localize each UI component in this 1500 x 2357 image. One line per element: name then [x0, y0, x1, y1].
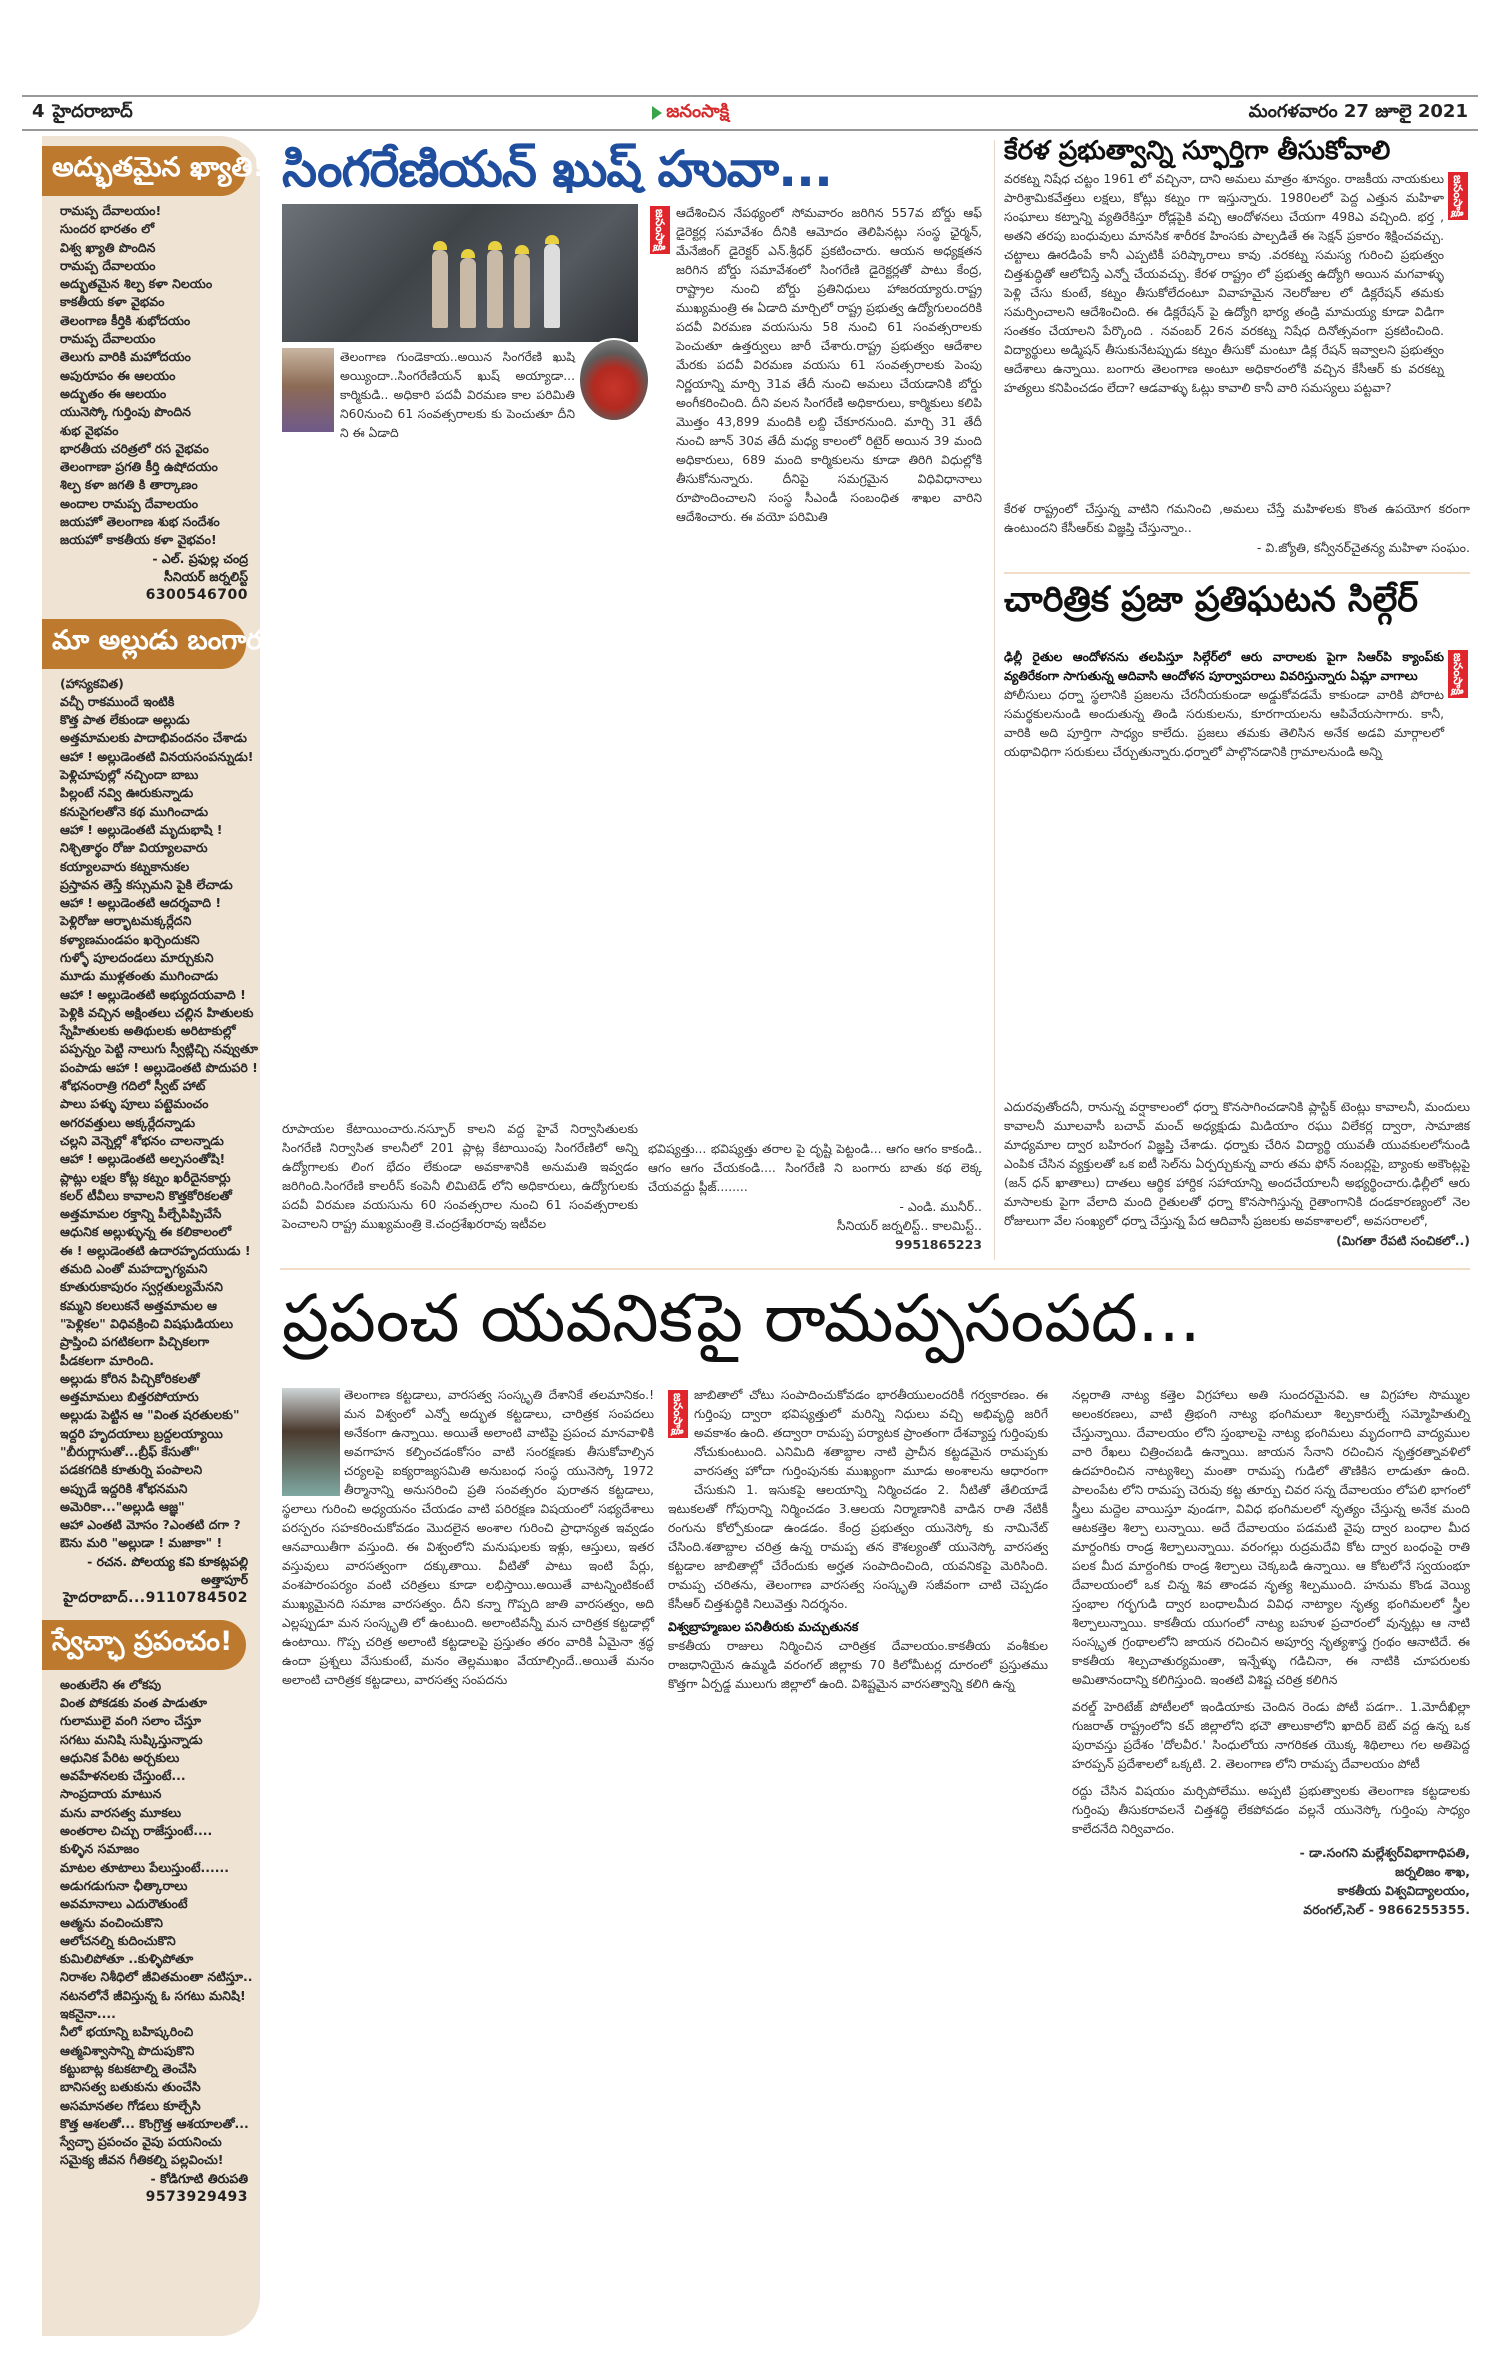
poem-line: అసమానతల గోడలు కూల్చేసి [60, 2097, 201, 2113]
author-phone: 6300546700 [145, 587, 248, 604]
poem-line: బానిసత్వ బతుకును తుంచేసి [60, 2079, 201, 2095]
poem-line: రామప్ప దేవాలయం [60, 257, 156, 273]
article-paragraph: తెలంగాణ కట్టడాలు, వారసత్వ సంస్కృతి దేశానికే తలమానికం.!మన విశ్వంలో ఎన్నో అద్భుత కట్టడాలు, చారిత్రక సంపదలు అనేకంగా ఉన్నాయి. అయితే అలాంటి వాటిపై ప్రపంచ మానవాళికి అవగాహన కల్పించడంకోసం వాటి సంరక్షణకు తీసుకోవాల్సిన చర్యలపై ఐక్యరాజ్యసమితి అనుబంధ సంస్థ యునెస్కో 1972 తీర్మానాన్ని అనుసరించి ప్రతి సంవత్సరం పురాతన కట్టడాలు, స్థలాలు గురించి అధ్యయనం చేయడం వాటి పరిరక్షణ విషయంలో సభ్యదేశాలు పరస్పరం సహకరించుకోవడం మొదలైన అంశాల గురించి ప్రాధాన్యత ఇవ్వడం ఆనవాయితీగా వస్తుంది. ఈ విశ్వంలోని మనుషులకు ఇళ్లు, ఆస్తులు, ఇతర వస్తువులు వారసత్వంగా దక్కుతాయి. వీటితో పాటు ఇంటి పేర్లు, వంశపారంపర్యం వంటి చరిత్రలు కూడా లభిస్తాయి.అయితే వాటన్నింటికంటే ముఖ్యమైనది సమాజ వారసత్వం. దీని కన్నా గొప్పది జాతి వారసత్వం, అది ఎల్లప్పుడూ మన సంస్కృతి లో ఉంటుంది. అలాంటివన్నీ మన చారిత్రక కట్టడాల్లో ఉంటాయి. గొప్ప చరిత్ర అలాంటి కట్టడాలపై ప్రస్తుతం తరం వారికి ఏమైనా శ్రద్ధ ఉందా ప్రశ్నలు వేసుకుంటే, మనం తెల్లముఖం వేయాల్సిందే..అయితే మనం అలాంటి చారిత్రక కట్టడాలు, వారసత్వ సంపదను [282, 1388, 654, 1687]
poem-line: స్వేచ్ఛా ప్రపంచం వైపు పయనించు [60, 2134, 222, 2150]
poem-line: ఆహా ఎంతటి మోసం ?ఎంతటి దగా ? [60, 1517, 241, 1533]
ramappa-column-1 [282, 1386, 654, 1690]
poem-line: వచ్చీ రాకముందే ఇంటికి [60, 693, 175, 709]
ramappa-column-2 [668, 1386, 1048, 1694]
poem-line: పడకగదికి కూతుర్ని పంపాలని [60, 1462, 203, 1478]
singareni-left-column-end [282, 1120, 638, 1234]
poem [42, 619, 276, 1608]
poem-line: శుభ వైభవం [60, 422, 119, 438]
author-line: సీనియర్ జర్నలిస్ట్ [164, 568, 248, 584]
poem-line: జయహో కాకతీయ కళా వైభవం! [60, 532, 217, 548]
poem-line: రామప్ప దేవాలయం! [60, 203, 162, 218]
poem-line: ఆత్మను వంచించుకొని [60, 1914, 163, 1930]
poem-line: అంతులేని ఈ లోకపు [60, 1676, 162, 1692]
poem-author [42, 550, 260, 605]
poem-line: అత్తమామలకు పాదాభివందనం చేశాడు [60, 730, 248, 746]
article-paragraph: రూపాయల కేటాయించారు.నస్పూర్ కాలని వద్ద హైవే నిర్వాసితులకు సింగరేణి నిర్వాసిత కాలనీలో 201 ప్లాట్ల కేటాయింపు సింగరేణిలో అన్ని ఉద్యోగాలకు లింగ భేదం లేకుండా అవకాశానికి అనుమతి ఇవ్వడం జరిగింది.సింగరేణి కాలరీస్ కంపెనీ లిమిటెడ్ లోని అధికారులు, ఉద్యోగులకు పదవీ విరమణ వయసును 60 సంవత్సరాల నుంచి 61 సంవత్సరాలకు పెంచాలని రాష్ట్ర ముఖ్యమంత్రి కె.చంద్రశేఖరరావు ఇటీవల [282, 1122, 638, 1231]
coal-mine-photo [282, 204, 638, 342]
byline-phone: 9951865223 [895, 1237, 982, 1252]
singareni-conclusion [648, 1140, 982, 1254]
author-phone: 9573929493 [145, 2188, 248, 2205]
poem-line: అత్తమామల రక్తాన్ని పీల్చేపిప్పిచేసే [60, 1206, 222, 1222]
poem-line: స్నేహితులకు అతిథులకు అరిటాకుల్లో [60, 1023, 236, 1039]
janamsakshi-badge: జనంసాక్షి [668, 1390, 688, 1438]
article-paragraph: తెలంగాణ గుండెకాయ..అయిన సింగరేణి ఖుషి అయ్యిందా..సింగరేణియన్ ఖుష్ అయ్యాడా... కార్మికుడి.. అధికారి పదవీ విరమణ కాల పరిమితి ని60నుంచి 61 సంవత్సరాలకు కు పెంచుతూ దీని ని ఈ ఏడాది [340, 350, 575, 440]
mining-helmet-image [578, 338, 650, 422]
poem-line: కళ్యాణమండపం ఖర్చెందుకని [60, 931, 200, 947]
poem-line: వింత పోకడకు వంత పాడుతూ [60, 1694, 207, 1710]
poem-line: గులాములై వంగి సలాం చేస్తూ [60, 1713, 201, 1729]
poem-title: మా అల్లుడు బంగారం [42, 619, 246, 669]
poem-line: పాలు పళ్ళు పూలు పట్టెమంచం [60, 1096, 209, 1112]
poem-line: మూడు ముళ్లతంతు ముగించాడు [60, 968, 219, 984]
kerala-headline: కేరళ ప్రభుత్వాన్ని స్ఫూర్తిగా తీసుకోవాలి [1004, 136, 1391, 166]
poem-line: కట్టుబాట్ల కటకటాల్ని తెంచేసి [60, 2060, 197, 2076]
poem-line: పప్పన్నం పెట్టి నాలుగు స్వీట్లిచ్చి నవ్వుతూ [60, 1041, 258, 1057]
poetry-sidebar [42, 136, 276, 2336]
byline-role: సీనియర్ జర్నలిస్ట్.. కాలమిస్ట్.. [836, 1218, 982, 1233]
ramappa-byline [1072, 1843, 1470, 1919]
janamsakshi-badge: జనంసాక్షి [1448, 650, 1468, 698]
ramappa-column-3 [1072, 1386, 1470, 1919]
poem-line: ఆత్మవిశ్వాసాన్ని పొదుపుకొని [60, 2042, 195, 2058]
poem-author [42, 2170, 260, 2207]
poem-line: ఆలోచనల్ని కుదించుకొని [60, 1932, 176, 1948]
poem-line: అద్భుతమైన శిల్ప కళా నిలయం [60, 276, 213, 292]
poem-line: తెలంగాణ కీర్తికి శుభోదయం [60, 312, 191, 328]
poem-line: కూతురుకాపురం స్వర్గతుల్యమేనని [60, 1279, 223, 1295]
poem-line: సగటు మనిషి సుష్కిస్తున్నాడు [60, 1731, 203, 1747]
poem-line: అపురూపం ఈ ఆలయం [60, 367, 176, 383]
poem-line: సమైక్య జీవన గీతికల్ని పల్లవించు! [60, 2152, 224, 2168]
article-paragraph: వరకట్న నిషేధ చట్టం 1961 లో వచ్చినా, దాని అమలు మాత్రం శూన్యం. రాజకీయ నాయకులు పారిశ్రామికవేత్తలు లక్షలు, కోట్లు కట్నం గా ఇస్తున్నారు. 1980లలో పెద్ద ఎత్తున మహిళా సంఘాలు కట్నాన్ని వ్యతిరేకిస్తూ రోడ్లపైకి వచ్చి ఆందోళనలు చేయగా 498ఎ వచ్చింది. భర్త , అతని తరపు బంధువులు మానసిక శారీరక హింసకు పాల్పడితే ఈ సెక్షన్ ప్రకారం శిక్షించవచ్చు. చట్టాలు ఊరడింపే కానీ ఎప్పటికీ పరిష్కారాలు కావు .వరకట్న సమస్య గురించి ప్రభుత్వం చిత్తశుద్ధితో ఆలోచిస్తే ఎన్నో చేయవచ్చు. కేరళ రాష్ట్రం లో ప్రభుత్వ ఉద్యోగి అయిన మగవాళ్ళు పెళ్లి చేసు కుంటే, కట్నం తీసుకోలేదంటూ వివాహమైన నెలరోజుల లో డిక్లరేషన్ తమకు సమర్పించాలని ఆదేశించింది. ఈ డిక్లరేషన్ పై ఉద్యోగి భార్య తండ్రి మామయ్య కూడా విడిగా సంతకం చేయాలని పేర్కొంది . నవంబర్ 26న వరకట్న నిషేధ దినోత్సవంగా ప్రకటించింది. విద్యార్థులు అడ్మిషన్ తీసుకునేటప్పుడు కట్నం తీసుకో మంటూ డిక్ల రేషన్ ఇవ్వాలని ప్రభుత్వం ఆదేశాలు ఉన్నాయి. బంగారు తెలంగాణ అంటూ అధికారంలోకి వచ్చిన కేసీఆర్ కు వరకట్న హత్యలు కనిపించడం లేదా? ఆడవాళ్ళు ఓట్లు కావాలి కానీ వారి సమస్యలు పట్టవా? [1004, 172, 1444, 395]
poem-line: పీడకలగా మారింది. [60, 1352, 154, 1368]
janamsakshi-badge: జనంసాక్షి [650, 206, 670, 254]
poem-line: "పెళ్లికల" విధివక్రించి విషఘడియలు [60, 1315, 234, 1331]
poem-line: అల్లుడు కోరిన పిచ్చికోరికలతో [60, 1370, 200, 1386]
poem-line: ఆధునిక అల్లుళ్ళున్న ఈ కలికాలంలో [60, 1224, 232, 1240]
kerala-byline: - వి.జ్యోతి, కన్వీనర్‌చైతన్య మహిళా సంఘం. [1256, 540, 1470, 555]
poem-line: అద్భుతం ఈ ఆలయం [60, 385, 167, 401]
poem-title: అద్భుతమైన ఖ్యాతి! [42, 146, 246, 196]
poem-line: కనుసైగలతోనె కథ ముగించాడు [60, 803, 209, 819]
section-divider [1004, 572, 1470, 574]
author-phone: హైదరాబాద్...9110784502 [63, 1590, 248, 1607]
poem-line: పెళ్లిచూపుల్లో నచ్చిందా బాబు [60, 767, 199, 783]
poem-line: సుందర భారతం లో [60, 221, 155, 237]
poem-line: అగరవత్తులు అక్కర్లేదన్నాడు [60, 1114, 196, 1130]
newspaper-logo [652, 101, 729, 126]
article-paragraph: వరల్డ్ హెరిటేజ్ పోటీలలో ఇండియాకు చెందిన రెండు పోటీ పడగా.. 1.మోదీఖిల్లా గుజరాత్ రాష్ట్రంలోని కచ్ జిల్లాలోని భచౌ తాలుకాలోని ఖాదిర్ బెట్ వద్ద ఉన్న ఒక పురావస్తు ప్రదేశం 'దోలవీర.' సింధులోయ నాగరికత యొక్క శిథిలాలు గల అతిపెద్ద హరప్పన్ ప్రదేశాలలో ఒక్కటి. 2. తెలంగాణ లోని రామప్ప దేవాలయం పోటీ [1072, 1700, 1470, 1771]
author-line: - కోడిగూటి తిరుపతి [150, 2170, 248, 2186]
poem-line: ఈ ! అల్లుడెంతటి ఉదారహృదయుడు ! [60, 1242, 251, 1258]
singareni-intro [340, 348, 575, 443]
poem-line: ప్రాప్తించి పగటికలగా పిచ్చికలగా [60, 1334, 210, 1350]
poem-line: పెళ్లికి వచ్చిన అక్షింతలు చల్లిన హితులకు [60, 1004, 254, 1020]
poem-line: విశ్వ ఖ్యాతి పొందిన [60, 239, 156, 255]
poem-line: కలర్ టీవీలు కావాలని కొత్తకోరికలతో [60, 1187, 232, 1203]
edition-name: హైదరాబాద్ [52, 100, 133, 122]
byline-name: - ఎండి. మునీర్.. [899, 1199, 982, 1214]
poem-line: అందాల రామప్ప దేవాలయం [60, 495, 199, 511]
section-divider [280, 1268, 1470, 1270]
article-paragraph: రద్దు చేసిన విషయం మర్చిపోలేము. అప్పటి ప్రభుత్వాలకు తెలంగాణ కట్టడాలకు గుర్తింపు తీసుకరావలనే చిత్తశద్ధి లేకపోవడం వల్లనే యునెస్కో గుర్తింపు సాధ్యం కాలేదనేది నిర్వివాదం. [1072, 1784, 1470, 1836]
poem-line: ఔను మరి "అల్లుడా ! మజాకా" ! [60, 1535, 223, 1551]
poem-line: నిశ్చితార్థం రోజు వియ్యాలవారు [60, 840, 208, 856]
continued-note: (మిగతా రేపటి సంచికలో..) [1336, 1233, 1470, 1248]
poem-line: ఆహా ! అల్లుడెంతటి మృదుభాషి ! [60, 821, 223, 837]
byline-line: - డా.సంగని మల్లేశ్వర్‌విభాగాధిపతి, [1299, 1845, 1470, 1860]
poem-line: ప్రస్తావన తెస్తే కస్సుమని పైకి లేచాడు [60, 876, 233, 892]
poem-line: ఇద్దరి హృదయాలు బ్రద్దలయ్యాయి [60, 1425, 223, 1441]
issue-date: మంగళవారం 27 జూలై 2021 [1248, 100, 1468, 122]
poem-line: "బీరుగ్లాసుతో...బ్రీఫ్ కేసుతో" [60, 1444, 200, 1459]
poem-line: అమెరికా..."అల్లుడి ఆజ్ఞ" [60, 1498, 185, 1514]
article-paragraph: ఆదేశించిన నేపథ్యంలో సోమవారం జరిగిన 557వ బోర్డు ఆఫ్ డైరెక్టర్ల సమావేశం దీనికి ఆమోదం తెలిపినట్లు సంస్థ ఛైర్మన్, మేనేజింగ్ డైరెక్టర్ ఎన్.శ్రీధర్ ప్రకటించారు. ఆయన అధ్యక్షతన జరిగిన బోర్డు సమావేశంలో సింగరేణి డైరెక్టర్లతో పాటు కేంద్ర, రాష్ట్రాల నుంచి బోర్డు ప్రతినిధులు హాజరయ్యారు.రాష్ట్ర ముఖ్యమంత్రి ఈ ఏడాది మార్చిలో రాష్ట్ర ప్రభుత్వ ఉద్యోగులందరికి పదవీ విరమణ వయసును 58 నుంచి 61 సంవత్సరాలకు పెంచుతూ ఉత్తర్వులు జారీ చేశారు.రాష్ట్ర ప్రభుత్వం ఆదేశాల మేరకు పదవీ విరమణ వయసు 61 సంవత్సరాలకు పెంపు నిర్ణయాన్ని మార్చి 31వ తేదీ నుంచి అమలు చేయడానికి బోర్డు అంగీకరించింది. దీని వలన సింగరేణి అధికారులు, కార్మికులు కలిపి మొత్తం 43,899 మందికి లబ్ది చేకూరనుంది. మార్చి 31 తేదీ నుంచి జూన్ 30వ తేదీ మధ్య కాలంలో రిటైర్ అయిన 39 మంది అధికారులు, 689 మంది కార్మికులను కూడా తిరిగి విధుల్లోకి తీసుకోనున్నారు. దీనిపై సమగ్రమైన విధివిధానాలు రూపొందించాలని సంస్థ సీఎండీ సంబంధిత శాఖల వారిని ఆదేశించారు. ఈ వయో పరిమితి [676, 206, 982, 524]
article-paragraph: నల్లరాతి నాట్య కత్తెల విగ్రహాలు అతి సుందరమైనవి. ఆ విగ్రహాల సొమ్ముల అలంకరణలు, వాటి త్రిభంగి నాట్య భంగిమలూ శిల్పకారుల్నే సమ్మోహితుల్ని చేస్తున్నాయి. దేవాలయం లోని స్తంభాలపై నాట్య భంగిమలు మృదంగాది వాద్యముల వారి రేఖలు చిత్రించబడి ఉన్నాయి. జాయన సేనాని రచించిన నృత్తరత్నావళిలో ఉదహరించిన నాట్యశిల్ప మంతా రామప్ప గుడిలో తొణికిస లాడుతూ ఉంది. పాలంపేట లోని రామప్ప చెరువు కట్ట తూర్పు చివర సన్న దేవాలయం లోపలి భాగంలో స్త్రీలు మద్దెల వాయిస్తూ వుండగా, వివిధ భంగిమలలో నృత్యం చేస్తున్న అనేక మంది ఆటకత్తెల శిల్పా లున్నాయి. అదే దేవాలయం పడమటి వైపు ద్వార బంధాల మీద మార్దంగికు రాండ్ర శిల్పాలున్నాయి. వరంగల్లు రుద్రమదేవి కోట ద్వార బంధంపై రాతి పలక మీద మార్దంగికు రాండ్ర శిల్పాలు చెక్కబడి ఉన్నాయి. ఆ కోటలోనే స్వయంభూ దేవాలయంలో ఒక చిన్న శివ తాండవ నృత్య శిల్పముంది. హనుమ కొండ వెయ్యి స్తంభాల గర్భగుడి ద్వార బంధాలమీద వివిధ నాట్యాల నృత్య భంగిమలలో స్త్రీల శిల్పాలున్నాయి. కాకతీయ యుగంలో నాట్య బహుళ ప్రచారంలో వున్నట్లు ఆ నాటి సంస్కృత గ్రంథాలలోని జాయన రచించిన అపూర్వ నృత్యశాస్త్ర గ్రంథం ఆనాటిదే. ఈ కాకతీయ శిల్పచాతుర్యమంతా, ఇన్నేళ్ళు గడిచినా, ఈ నాటికి చూపరులకు అమితానందాన్ని కలిగిస్తుంది. ఇంతటి విశిష్ట చరిత్ర కలిగిన [1072, 1388, 1470, 1687]
poem-line: ఇకనైనా.... [60, 2006, 116, 2022]
poem-line: ఆహా ! అల్లుడెంతటి ఆదర్శవాది ! [60, 895, 222, 911]
author-line: - రచన. పోలయ్య కవి కూకట్లపల్లి [87, 1553, 248, 1569]
poem-line: అవమానాలు ఎదురౌతుంటే [60, 1896, 188, 1912]
janamsakshi-badge: జనంసాక్షి [1448, 172, 1468, 220]
poem-line: కొత్త పాత లేకుండా అల్లుడు [60, 712, 190, 728]
poem-line: నటనలోనే జీవిస్తున్న ఓ సగటు మనిషి! [60, 1987, 246, 2003]
byline-line: వరంగల్,సెల్ - 9866255355. [1303, 1902, 1470, 1917]
poem-line: అత్తమామలు బిత్తరపోయారు [60, 1389, 199, 1405]
poem-line: శిల్ప కళా జగతి కి తార్కాణం [60, 477, 198, 493]
poem-line: అవహేళనలకు చేస్తుంటే... [60, 1768, 186, 1784]
poem-line: తెలంగాణా ప్రగతి కీర్తి ఉషోదయం [60, 459, 218, 475]
poem-line: తమది ఎంతో మహద్భాగ్యమని [60, 1261, 208, 1277]
article-paragraph: భవిష్యత్తు... భవిష్యత్తు తరాల పై దృష్టి పెట్టండి... ఆగం ఆగం కాకండి.. ఆగం ఆగం చేయకండి.... సింగరేణి ని బంగారు బాతు కథ లెక్క చేయవద్దు ప్లీజ్........ [648, 1142, 982, 1194]
poem-line: కాకతీయ కళా వైభవం [60, 294, 165, 310]
author-line: అత్తాపూర్ [200, 1572, 248, 1588]
logo-play-icon [652, 106, 662, 120]
author-portrait-muneer [282, 348, 334, 432]
byline-line: కాకతీయ విశ్వవిద్యాలయం, [1337, 1883, 1470, 1898]
article-paragraph: కాకతీయ రాజులు నిర్మించిన చారిత్రక దేవాలయం.కాకతీయ వంశీకుల రాజధానియైన ఉమ్మడి వరంగల్ జిల్లాకు 70 కిలోమీటర్ల దూరంలో ప్రస్తుతము కొత్తగా ఏర్పడ్డ ములుగు జిల్లాలో ఉంది. విశిష్టమైన వారసత్వాన్ని కలిగి ఉన్న [668, 1639, 1048, 1691]
poem-lines [42, 202, 260, 550]
kerala-article-end [1004, 500, 1470, 557]
byline-line: జర్నలిజం శాఖ, [1395, 1864, 1470, 1879]
poem-line: కొత్త ఆశలతో... కొంగ్రొత్త ఆశయాలతో... [60, 2115, 249, 2131]
article-paragraph: ఎదురవుతోందనీ, రానున్న వర్షాకాలంలో ధర్నా కొనసాగించడానికి ప్లాస్టిక్ టెంట్లు కావాలనీ, మందులు కావాలనీ మూలవాసీ బచావ్ మంచ్ అధ్యక్షుడు మిడియాం రఘు విలేకర్ల ద్వారా, సామాజిక మాధ్యమాల ద్వార బహిరంగ విజ్ఞప్తి చేశాడు. ధర్నాకు చేరిన విద్యార్థి యువతీ యువకులలోనుండి ఎంపిక చేసిన వ్యక్తులతో ఒక ఐటీ సెల్‌ను ఏర్పర్చుకున్న వారు తమ ఫోన్ నంబర్లపై, బ్యాంకు అకౌంట్లపై (జన్ ధన్ ఖాతాలు) దాతలు ఆర్థిక హార్దిక సహాయాన్ని అందచేయాలనీ అభ్యర్థించారు.ఢిల్లీలో ఆరు మాసాలకు పైగా వేలాది మంది రైతులతో ధర్నా కొనసాగిస్తున్న రైతాంగానికి దండకారణ్యంలో నెల రోజులుగా వేల సంఖ్యలో ధర్నా చేస్తున్న పేద ఆదివాసీ ప్రజలకు అవకాశాలలో, అవసరాలలో, [1004, 1100, 1470, 1228]
article-lead: ఢిల్లీ రైతుల ఆందోళనను తలపిస్తూ సిల్గేర్‌లో ఆరు వారాలకు పైగా సిఆర్‌పి క్యాంప్‌కు వ్యతిరేకంగా సాగుతున్న ఆదివాసి ఆందోళన పూర్వాపరాలు వివరిస్తున్నారు ఏమ్లా వాగాలు [1004, 650, 1444, 683]
singareni-headline: సింగరేణియన్ ఖుష్ హువా... [282, 140, 833, 198]
poem-line: మను వారసత్వ మూకలు [60, 1804, 182, 1820]
poem-line: జయహో తెలంగాణ శుభ సందేశం [60, 514, 220, 530]
singareni-byline [648, 1197, 982, 1254]
poem-line: మాటల తూటాలు పేలుస్తుంటే...... [60, 1859, 230, 1875]
poem-line: తెలుగు వారికి మహోదయం [60, 349, 191, 365]
poem-line: యునెస్కో గుర్తింపు పొందిన [60, 404, 191, 420]
poem-line: కుళ్ళిన సమాజం [60, 1841, 140, 1857]
poem-line: (హాస్యకవిత) [60, 675, 124, 691]
logo-text: జనంసాక్షి [666, 100, 730, 122]
poem-line: ఆహా ! అల్లుడెంతటి అల్పసంతోషి! [60, 1151, 226, 1167]
poem-line: అప్పుడే ఇద్దరికి శోభనమని [60, 1480, 188, 1496]
poem-line: భారతీయ చరిత్రలో రస వైభవం [60, 440, 209, 456]
author-line: - ఎల్. ప్రఫుల్ల చంద్ర [152, 550, 248, 566]
poem-line: అడుగడుగునా ఛీత్కారాలు [60, 1877, 188, 1893]
poem-line: ఆధునిక పేరిట అర్చకులు [60, 1749, 180, 1765]
poem-line: శోభనంరాత్రి గదిలో స్వీట్ హాట్ [60, 1078, 206, 1094]
poem-line: గుళ్ళో పూలదండలు మార్చుకుని [60, 949, 214, 965]
silger-article-body [1004, 648, 1444, 762]
kerala-article-body [1004, 170, 1444, 398]
poem-line: అంతరాల చిచ్చు రాజేస్తుంటే.... [60, 1823, 213, 1839]
poem-line: ఆహా ! అల్లుడెంతటి వినయసంపన్నుడు! [60, 748, 254, 764]
article-paragraph: జాబితాలో చోటు సంపాదించుకోవడం భారతీయులందరికీ గర్వకారణం. ఈ గుర్తింపు ద్వారా భవిష్యత్తులో మరిన్ని నిధులు వచ్చి అభివృద్ధి జరిగే అవకాశం ఉంది. తద్వారా రామప్ప పర్యాటక ప్రాంతంగా దేశవ్యాప్త గుర్తింపుకు నోచుకుంటుంది. ఎనిమిది శతాబ్దాల నాటి ప్రాచీన కట్టడమైన రామప్పకు వారసత్వ హోదా గుర్తింపునకు ముఖ్యంగా మూడు అంశాలను ఆధారంగా చేసుకుని 1. ఇసుకపై ఆలయాన్ని నిర్మించడం 2. నీటితో తేలియాడే ఇటుకలతో గోపురాన్ని నిర్మించడం 3.ఆలయ నిర్మాణానికి వాడిన రాతి నేటికీ రంగును కోల్పోకుండా ఉండడం. కేంద్ర ప్రభుత్వం యునెస్కో కు నామినేట్ చేసింది.శతాబ్దాల చరిత్ర ఉన్న రామప్ప తన కౌశల్యంతో యునెస్కో వారసత్వ కట్టడాల జాబితాల్లో చేరేందుకు అర్హత సంపాదించింది, యవనికపై మెరిసింది. రామప్ప చరితను, తెలంగాణ వారసత్వ సంస్కృతి సజీవంగా చాటి చెప్పడం కేసీఆర్ చిత్తశుద్ధికి నిలువెత్తు నిదర్శనం. [668, 1388, 1048, 1611]
poem-line: నీలో భయాన్ని బహిష్కరించి [60, 2024, 194, 2040]
silger-article-end [1004, 1098, 1470, 1250]
article-subheading: విశ్వబ్రాహ్మణుల పనితీరుకు మచ్చుతునక [668, 1620, 859, 1634]
poem-lines [42, 675, 260, 1553]
poem-line: కమ్మని కలలుకనే అత్తమామల ఆ [60, 1297, 218, 1313]
poem-title: స్వేచ్ఛా ప్రపంచం! [42, 1620, 246, 1670]
poem-line: పిల్లంటే నవ్వి ఊరుకున్నాడు [60, 785, 194, 801]
page-header [22, 95, 1478, 131]
poem [42, 146, 265, 605]
column-divider [994, 140, 995, 1260]
silger-headline: చారిత్రిక ప్రజా ప్రతిఘటన సిల్గేర్ [1004, 580, 1419, 620]
singareni-main-column [676, 204, 982, 527]
poem-line: పంపాడు ఆహా ! అల్లుడెంతటి పొదుపరి ! [60, 1059, 258, 1075]
poem-lines [42, 1676, 260, 2170]
poem-line: ప్లాట్లు లక్షల కోట్ల కట్నం ఖరీదైనకార్లు [60, 1169, 231, 1185]
poem-line: సాంప్రదాయ మాటున [60, 1786, 162, 1802]
poem-line: అల్లుడు పెట్టిన ఆ "వింత షరతులకు" [60, 1407, 240, 1423]
poem-author [42, 1553, 260, 1608]
page-number: 4 [32, 100, 45, 122]
poem-line: ఆహా ! అల్లుడెంతటి అభ్యుదయవాది ! [60, 986, 246, 1002]
poem-line: కుమిలిపోతూ ..కుళ్ళిపోతూ [60, 1951, 194, 1967]
poem [42, 1620, 260, 2207]
poem-line: చల్లని వెన్నెల్లో శోభనం చాలన్నాడు [60, 1132, 224, 1148]
poem-line: నిరాశల నిశీధిలో జీవితమంతా నటిస్తూ.. [60, 1969, 253, 1985]
poem-line: రామప్ప దేవాలయం [60, 331, 156, 347]
poem-line: కయ్యాలవారు కట్నకానుకల [60, 858, 190, 874]
article-paragraph: పోలీసులు ధర్నా స్థలానికి ప్రజలను చేరనీయకుండా అడ్డుకోవడమే కాకుండా వారికి పోరాట సమర్థకులనుండి అందుతున్న తిండి సరుకులను, కూరగాయలను ఆపివేయసాగారు. కానీ, వారికి అది పూర్తిగా సాధ్యం కాలేదు. ప్రజలు తమకు తెలిసిన అనేక అడవి మార్గాలలో యథావిధిగా సరుకులు చేర్చుతున్నారు.ధర్నాలో పాల్గొనడానికి గ్రామాలనుండి అన్ని [1004, 688, 1444, 759]
poem-line: పెళ్లిరోజు ఆర్భాటమక్కర్లేదని [60, 913, 192, 929]
ramappa-headline: ప్రపంచ యవనికపై రామప్పసంపద... [282, 1280, 1201, 1357]
article-paragraph: కేరళ రాష్ట్రంలో చేస్తున్న వాటిని గమనించి ,అమలు చేస్తే మహిళలకు కొంత ఉపయోగ కరంగా ఉంటుందని కేసీఆర్‌కు విజ్ఞప్తి చేస్తున్నాం.. [1004, 502, 1470, 535]
